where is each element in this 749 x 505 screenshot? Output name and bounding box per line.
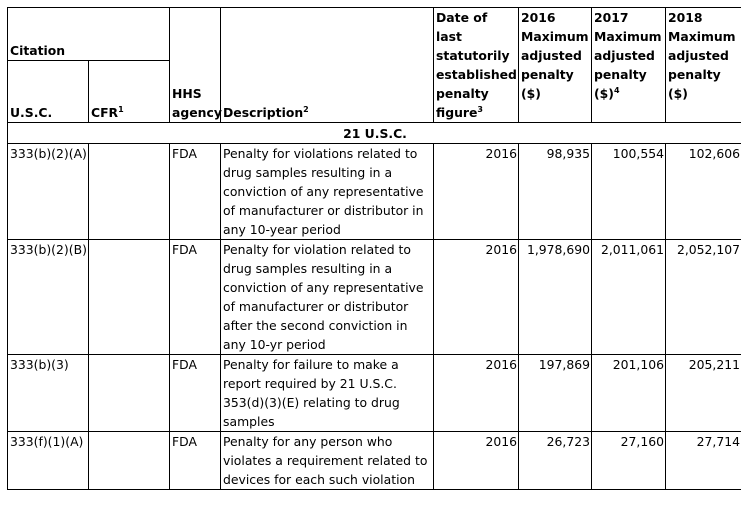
agency-cell: FDA — [170, 240, 221, 355]
agency-cell: FDA — [170, 432, 221, 490]
date-cell: 2016 — [434, 432, 519, 490]
description-cell: Penalty for any person who violates a requirement related to devices for each such violation — [221, 432, 434, 490]
description-footnote: 2 — [303, 104, 309, 114]
section-label: 21 U.S.C. — [8, 123, 742, 144]
cfr-cell — [89, 355, 170, 432]
penalty-2017-cell: 100,554 — [592, 144, 666, 240]
description-cell: Penalty for failure to make a report required by 21 U.S.C. 353(d)(3)(E) relating to drug samples — [221, 355, 434, 432]
date-cell: 2016 — [434, 240, 519, 355]
section-row — [8, 123, 742, 144]
cfr-cell — [89, 240, 170, 355]
date-cell: 2016 — [434, 144, 519, 240]
table-row — [8, 144, 742, 240]
cfr-footnote: 1 — [118, 104, 124, 114]
table-row — [8, 240, 742, 355]
cfr-cell — [89, 432, 170, 490]
max-2017-footnote: 4 — [613, 85, 620, 95]
table-row — [8, 432, 742, 490]
usc-header: U.S.C. — [8, 60, 89, 122]
cfr-header: CFR$^1$ — [89, 60, 170, 122]
description-cell: Penalty for violations related to drug samples resulting in a conviction of any representative of manufacturer or distributor in any 10-year period — [221, 144, 434, 240]
usc-cell: 333(f)(1)(A) — [8, 432, 89, 490]
penalty-2018-cell: 27,714 — [666, 432, 741, 490]
header-row-1 — [8, 8, 742, 61]
agency-cell: FDA — [170, 355, 221, 432]
table-row — [8, 355, 742, 432]
usc-cell: 333(b)(2)(A) — [8, 144, 89, 240]
penalty-2016-cell: 98,935 — [519, 144, 592, 240]
agency-cell: FDA — [170, 144, 221, 240]
penalty-2017-cell: 201,106 — [592, 355, 666, 432]
penalty-2017-cell: 27,160 — [592, 432, 666, 490]
usc-cell: 333(b)(3) — [8, 355, 89, 432]
penalty-2016-cell: 26,723 — [519, 432, 592, 490]
penalty-2018-cell: 2,052,107 — [666, 240, 741, 355]
cfr-cell — [89, 144, 170, 240]
date-footnote: 3 — [477, 104, 483, 114]
description-cell: Penalty for violation related to drug samples resulting in a conviction of any representative of manufacturer or distributor after the second conviction in any 10-yr period — [221, 240, 434, 355]
date-cell: 2016 — [434, 355, 519, 432]
usc-cell: 333(b)(2)(B) — [8, 240, 89, 355]
date-header: Date of last statutorily established penalty figure$^3$ — [434, 8, 519, 123]
table-container — [7, 7, 741, 505]
penalty-2016-cell: 197,869 — [519, 355, 592, 432]
penalty-2017-cell: 2,011,061 — [592, 240, 666, 355]
max-2018-header: 2018 Maximum adjusted penalty ($) — [666, 8, 741, 123]
description-header: Description$^2$ — [221, 8, 434, 123]
penalty-2018-cell: 102,606 — [666, 144, 741, 240]
penalty-table — [7, 7, 741, 490]
hhs-agency-header: HHS agency — [170, 8, 221, 123]
penalty-2018-cell: 205,211 — [666, 355, 741, 432]
citation-header: Citation — [8, 8, 170, 61]
penalty-2016-cell: 1,978,690 — [519, 240, 592, 355]
max-2017-header: 2017 Maximum adjusted penalty ($)$^4$ — [592, 8, 666, 123]
max-2016-header: 2016 Maximum adjusted penalty ($) — [519, 8, 592, 123]
table-body — [8, 144, 742, 490]
